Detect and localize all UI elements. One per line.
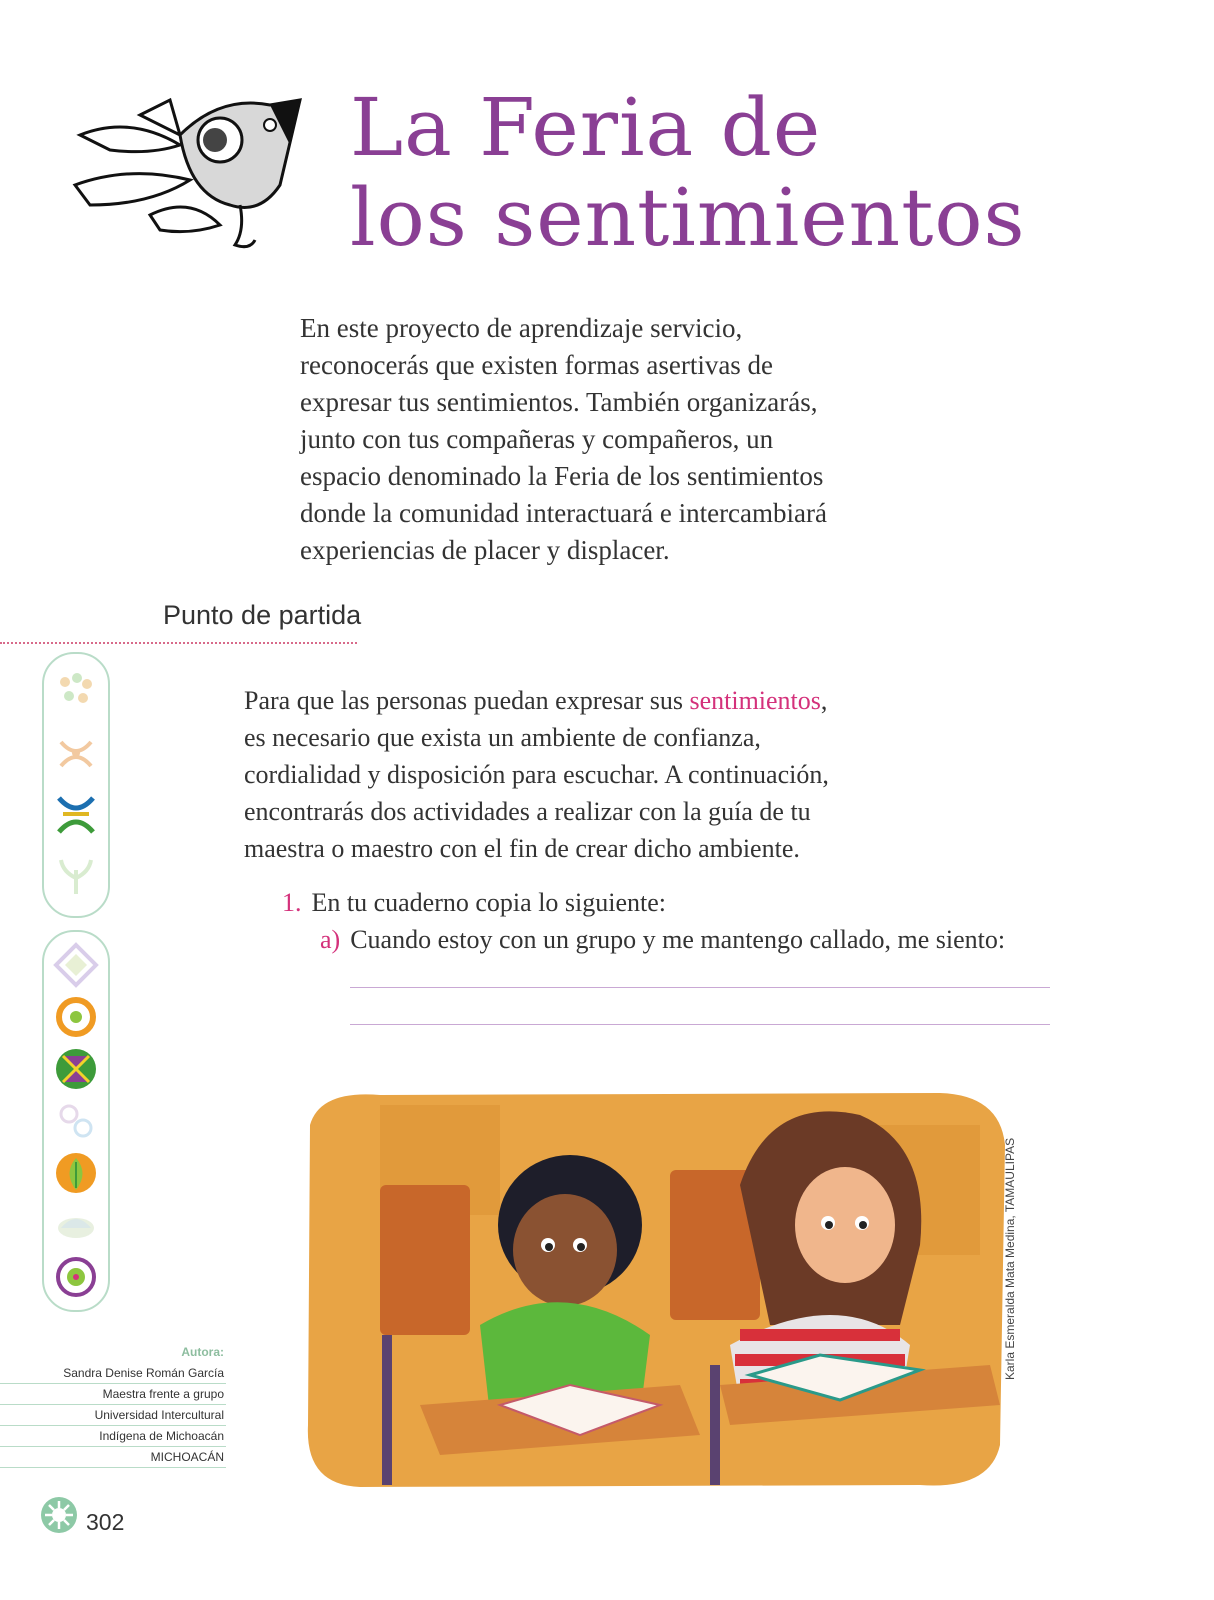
intro-paragraph: [300, 310, 880, 569]
paragraph-line: Para que las personas puedan expresar sus sentimientos,: [244, 686, 828, 715]
page-title-line1: La Feria de: [350, 81, 822, 174]
intro-body-paragraph: [244, 682, 884, 867]
credits-label: Autora:: [181, 1345, 224, 1359]
paragraph-line: encontrarás dos actividades a realizar con la guía de tu: [244, 797, 811, 826]
splash-ring-icon: [53, 1254, 99, 1300]
credits-row: Indígena de Michoacán: [0, 1426, 226, 1447]
sidebar-pill-bottom: [42, 930, 110, 1312]
list-item-1: 1. En tu cuaderno copia lo siguiente:: [282, 888, 667, 917]
glossary-term-sentimientos[interactable]: sentimientos: [689, 686, 821, 715]
intro-line: espacio denominado la Feria de los sentimientos: [300, 461, 824, 491]
serpent-glyph-icon: [70, 95, 310, 255]
list-item-a: a) Cuando estoy con un grupo y me mantengo callado, me siento:: [320, 925, 1006, 954]
classroom-illustration: [300, 1085, 1010, 1495]
leaf-icon: [53, 1150, 99, 1196]
section-divider: [0, 642, 357, 644]
writing-line-1: [350, 987, 1050, 988]
intro-line: junto con tus compañeras y compañeros, un: [300, 424, 774, 454]
credits-row: Maestra frente a grupo: [0, 1384, 226, 1405]
intro-line: expresar tus sentimientos. También organizarás,: [300, 387, 818, 417]
dots-flower-icon: [53, 668, 99, 714]
intro-line: donde la comunidad interactuará e intercambiará: [300, 498, 827, 528]
paragraph-line: maestra o maestro con el fin de crear dicho ambiente.: [244, 834, 800, 863]
illustrator-credit: Karla Esmeralda Mata Medina, TAMAULIPAS: [1003, 1137, 1017, 1380]
credits-row: Universidad Intercultural: [0, 1405, 226, 1426]
plant-icon: [53, 852, 99, 898]
section-heading: Punto de partida: [163, 600, 362, 630]
figure-icon: [53, 730, 99, 776]
writing-line-2: [350, 1024, 1050, 1025]
turtle-icon: [53, 1202, 99, 1248]
links-icon: [53, 1098, 99, 1144]
diamond-icon: [53, 942, 99, 988]
page-title-line2: los sentimientos: [350, 171, 1026, 264]
intro-line: experiencias de placer y displacer.: [300, 535, 670, 565]
intro-line: reconocerás que existen formas asertivas de: [300, 350, 774, 380]
author-credits: [0, 1345, 226, 1468]
hourglass-icon: [53, 1046, 99, 1092]
sidebar-pill-top: [42, 652, 110, 918]
credits-row: MICHOACÁN: [0, 1447, 226, 1468]
page-badge-icon: [40, 1496, 78, 1534]
intro-line: En este proyecto de aprendizaje servicio,: [300, 313, 743, 343]
credits-row: Sandra Denise Román García: [0, 1363, 226, 1384]
paragraph-line: es necesario que exista un ambiente de confianza,: [244, 723, 761, 752]
paragraph-line: cordialidad y disposición para escuchar. A continuación,: [244, 760, 829, 789]
page-number: 302: [86, 1509, 125, 1535]
crossed-arcs-icon: [53, 792, 99, 838]
orange-ring-icon: [53, 994, 99, 1040]
